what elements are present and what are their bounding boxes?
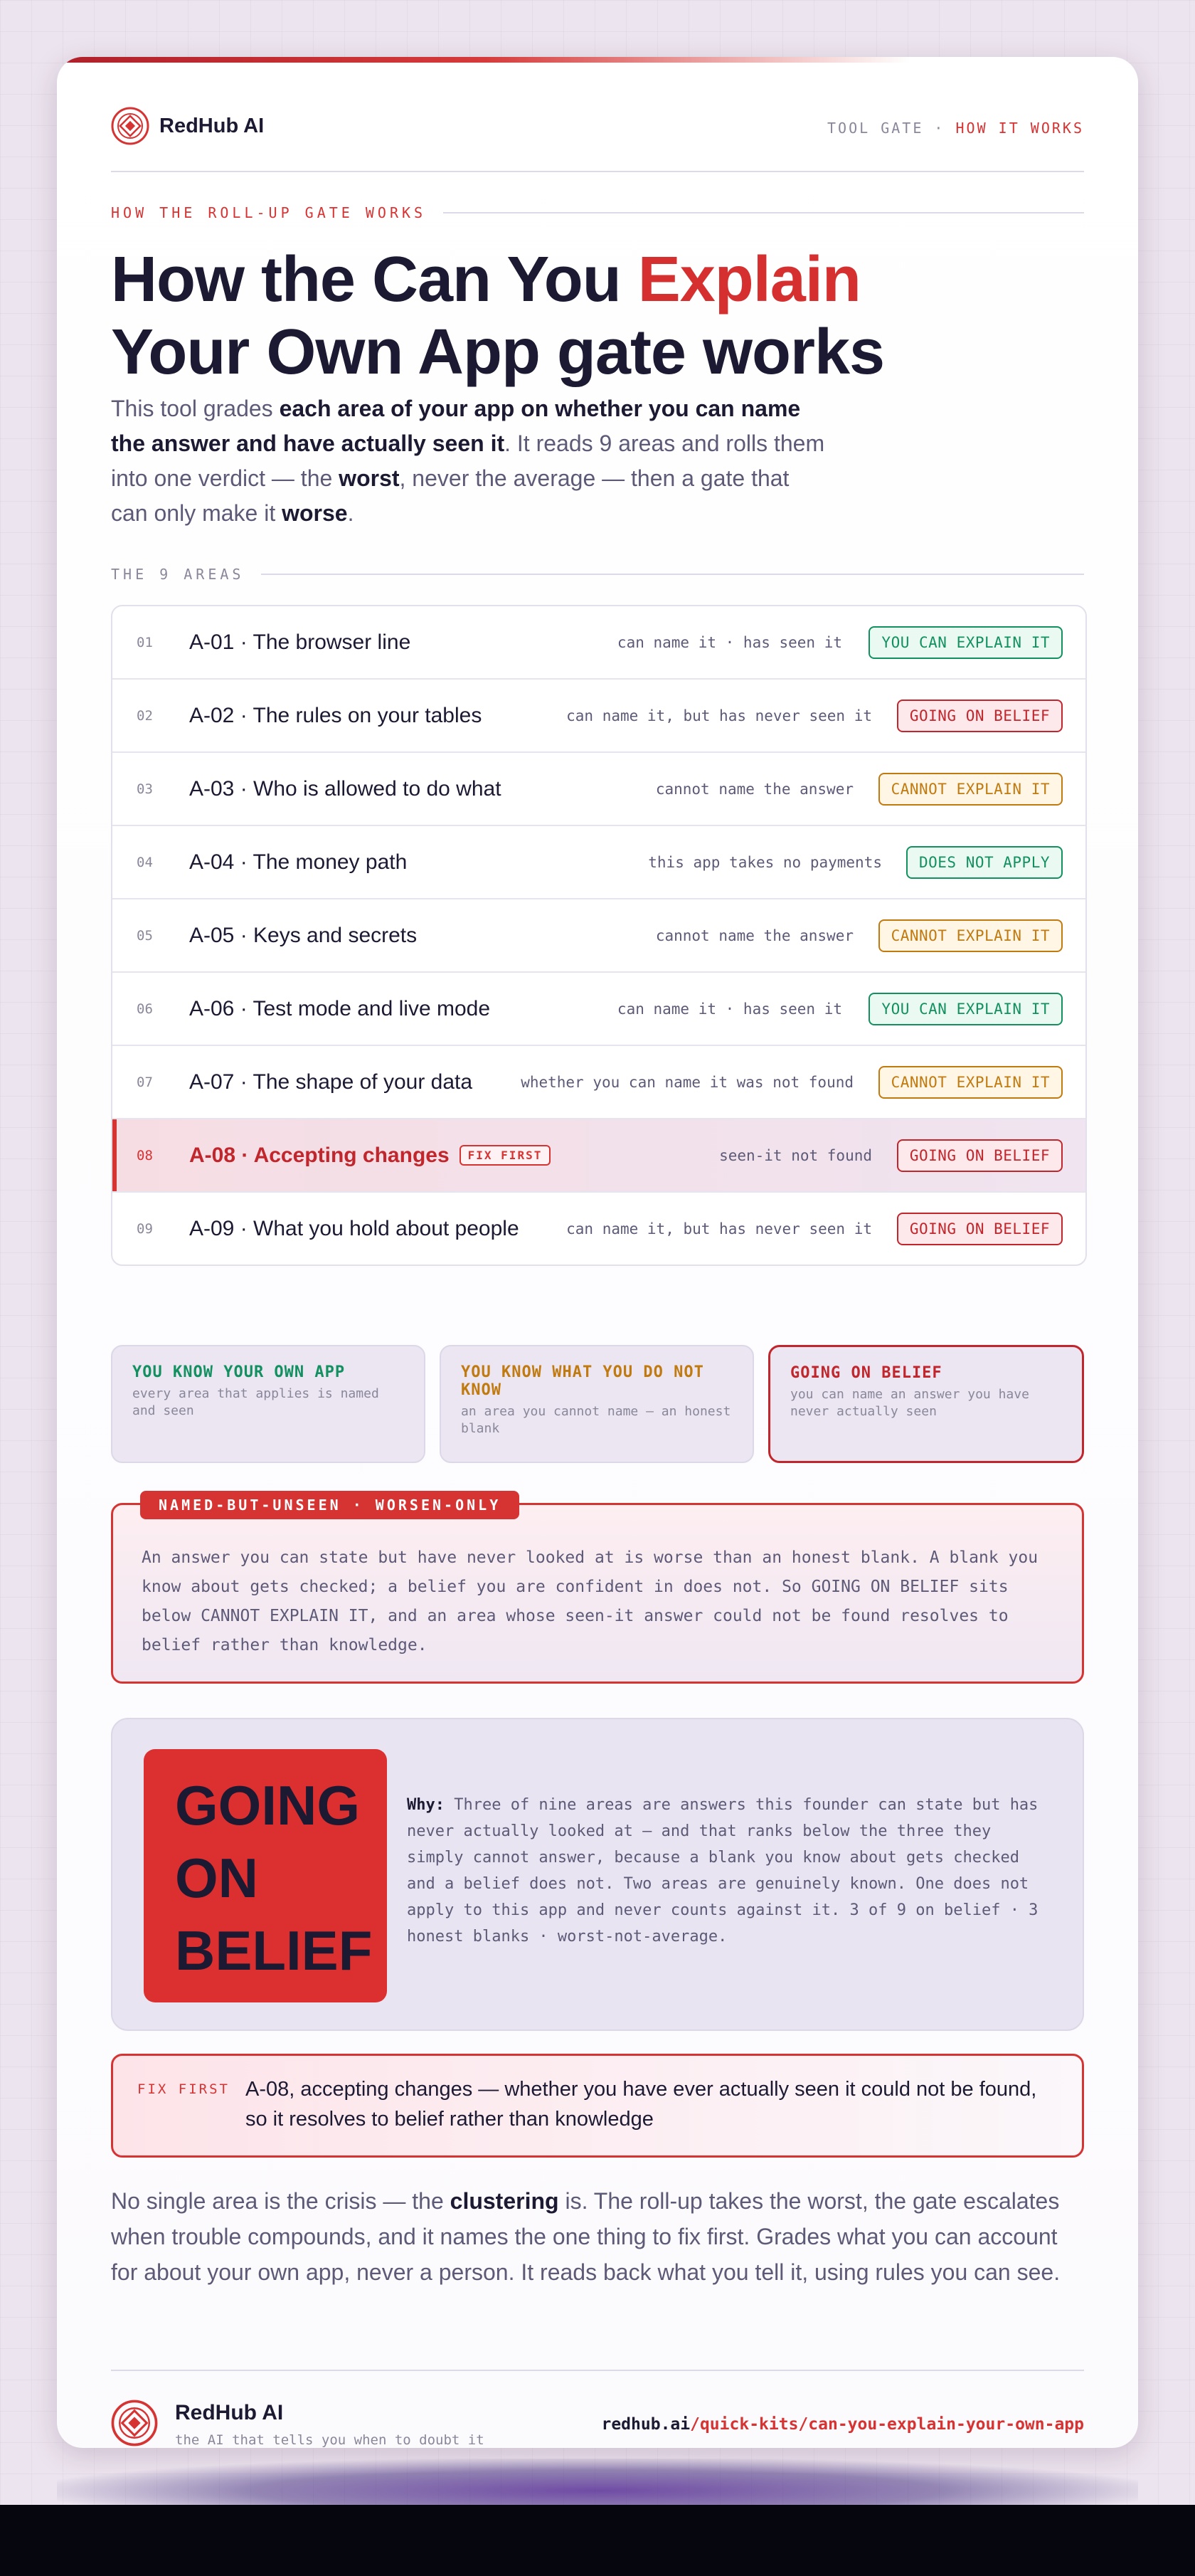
intro-f: worse [282, 500, 348, 526]
area-row[interactable] [112, 826, 1085, 899]
area-number: 05 [137, 927, 153, 944]
page-title [111, 243, 884, 389]
area-row[interactable] [112, 1193, 1085, 1265]
eyebrow-line [443, 212, 1084, 213]
area-row[interactable] [112, 899, 1085, 973]
area-name: A-05 · Keys and secrets [189, 923, 418, 947]
named-unseen-callout [111, 1496, 1084, 1684]
area-name: A-02 · The rules on your tables [189, 703, 482, 727]
area-number: 03 [137, 781, 153, 797]
area-note: this app takes no payments [648, 853, 882, 871]
area-number: 07 [137, 1074, 153, 1090]
verdict-legend [111, 1345, 1084, 1463]
fix-first-tag: FIX FIRST [460, 1145, 551, 1166]
header [111, 107, 1084, 157]
title-accent: Explain [637, 244, 861, 315]
legend-title: GOING ON BELIEF [790, 1364, 942, 1382]
area-row[interactable] [112, 680, 1085, 753]
area-name: A-01 · The browser line [189, 630, 411, 654]
closing-b: clustering [450, 2188, 559, 2214]
area-number: 01 [137, 634, 153, 650]
legend-desc: an area you cannot name — an honest blank [461, 1404, 731, 1436]
redhub-logo-icon [111, 107, 149, 145]
verdict-word: BELIEF [175, 1919, 373, 1982]
legend-card-blank [440, 1345, 754, 1463]
area-note: whether you can name it was not found [521, 1073, 854, 1091]
verdict-block [144, 1749, 387, 2002]
areas-table [111, 605, 1087, 1266]
area-note: can name it, but has never seen it [566, 707, 872, 724]
title-part1: How the Can You [111, 244, 638, 315]
fix-first-label: FIX FIRST [137, 2081, 230, 2097]
closing-a: No single area is the crisis — the [111, 2188, 450, 2214]
area-status-badge: GOING ON BELIEF [897, 1139, 1063, 1172]
verdict-word: ON [175, 1847, 258, 1909]
legend-card-belief-active [768, 1345, 1084, 1463]
legend-desc: you can name an answer you have never actually seen [790, 1387, 1029, 1419]
area-name: A-04 · The money path [189, 850, 408, 874]
intro-d: worst [339, 465, 400, 491]
legend-title: YOU KNOW WHAT YOU DO NOT KNOW [461, 1363, 704, 1399]
area-number: 02 [137, 707, 153, 724]
areas-label-line [261, 574, 1084, 575]
intro-g: . [347, 500, 354, 526]
area-name: A-03 · Who is allowed to do what [189, 776, 501, 801]
nav-separator: · [934, 120, 945, 137]
area-number: 08 [137, 1147, 153, 1163]
footer-tagline: the AI that tells you when to doubt it [175, 2432, 484, 2448]
area-note: can name it · has seen it [617, 1000, 842, 1018]
areas-section-label [111, 566, 1084, 583]
legend-card-known [111, 1345, 425, 1463]
highlight-bar [112, 1119, 117, 1191]
area-number: 06 [137, 1001, 153, 1017]
area-note: cannot name the answer [655, 780, 854, 798]
fix-first-text: A-08, accepting changes — whether you have ever actually seen it could not be found, so it resolves to belief rather than knowledge [245, 2078, 1037, 2131]
footer-divider [111, 2370, 1084, 2371]
area-name [189, 1144, 551, 1168]
area-status-badge: CANNOT EXPLAIN IT [878, 773, 1063, 806]
redhub-logo-icon [111, 2400, 158, 2446]
area-row[interactable] [112, 753, 1085, 826]
named-unseen-tab: NAMED-BUT-UNSEEN · WORSEN-ONLY [140, 1491, 519, 1519]
area-status-badge: GOING ON BELIEF [897, 700, 1063, 732]
area-status-badge: YOU CAN EXPLAIN IT [869, 993, 1063, 1025]
area-row[interactable] [112, 606, 1085, 680]
area-number: 04 [137, 854, 153, 870]
area-status-badge: CANNOT EXPLAIN IT [878, 919, 1063, 952]
main-card [57, 57, 1138, 2448]
url-domain: redhub.ai [601, 2415, 691, 2434]
why-text: Three of nine areas are answers this founder can state but has never actually looked at — and that ranks below the three they simply cannot answer, because a blank you know about gets checked and a belief does not. Two areas are genuinely known. One does not apply to this app and never counts against it. 3 of 9 on belief · 3 honest blanks · worst-not-average. [407, 1796, 1039, 1946]
area-row-highlighted[interactable] [112, 1119, 1085, 1193]
area-row[interactable] [112, 973, 1085, 1046]
fix-first-callout [111, 2054, 1084, 2158]
header-nav [827, 120, 1084, 137]
area-status-badge: YOU CAN EXPLAIN IT [869, 626, 1063, 659]
area-note: can name it · has seen it [617, 633, 842, 651]
bottom-band [0, 2505, 1195, 2576]
area-status-badge: DOES NOT APPLY [906, 846, 1063, 879]
card-accent-bar [57, 57, 910, 63]
eyebrow-text: HOW THE ROLL-UP GATE WORKS [111, 204, 427, 221]
intro-e: , never the average — then a gate that can only make it [111, 465, 790, 526]
area-note: can name it, but has never seen it [566, 1220, 872, 1237]
area-name: A-09 · What you hold about people [189, 1216, 519, 1240]
area-number: 09 [137, 1220, 153, 1237]
named-unseen-text: An answer you can state but have never looked at is worse than an honest blank. A blank you know about gets checked; a belief you are confident in does not. So GOING ON BELIEF sits below CANNOT EXPLAIN IT, and an area whose seen-it answer could not be found resolves to belief rather than knowledge. [142, 1548, 1039, 1654]
legend-title: YOU KNOW YOUR OWN APP [132, 1363, 346, 1381]
areas-label-text: THE 9 AREAS [111, 566, 245, 583]
verdict-why [407, 1792, 1047, 1950]
intro-a: This tool grades [111, 396, 280, 421]
eyebrow [111, 204, 1084, 221]
footer-url-link[interactable] [601, 2415, 1084, 2434]
intro-b: each area of your app on whether you can name the answer and have actually seen it [111, 396, 801, 456]
area-name: A-07 · The shape of your data [189, 1070, 473, 1094]
verdict-panel [111, 1718, 1084, 2031]
legend-desc: every area that applies is named and seen [132, 1386, 379, 1418]
brand-name: RedHub AI [159, 114, 265, 137]
area-status-badge: GOING ON BELIEF [897, 1213, 1063, 1245]
area-note: seen-it not found [719, 1146, 872, 1164]
verdict-word: GOING [175, 1774, 361, 1837]
closing-paragraph [111, 2183, 1084, 2290]
area-status-badge: CANNOT EXPLAIN IT [878, 1066, 1063, 1099]
nav-how-it-works[interactable]: HOW IT WORKS [955, 120, 1084, 137]
nav-tool-gate[interactable]: TOOL GATE [827, 120, 924, 137]
area-name: A-06 · Test mode and live mode [189, 996, 491, 1020]
url-path: /quick-kits/can-you-explain-your-own-app [690, 2415, 1084, 2434]
area-row[interactable] [112, 1046, 1085, 1119]
footer [111, 2394, 1084, 2448]
closing-c: is. The roll-up takes the worst, the gate escalates when trouble compounds, and it names the one thing to fix first. Grades what you can account for about your own app, never a person. It reads back what you tell it, using rules you can see. [111, 2188, 1061, 2285]
intro-c: . It reads 9 areas and rolls them into one verdict — the [111, 431, 825, 491]
footer-brand: RedHub AI [175, 2401, 284, 2424]
intro-paragraph [111, 391, 829, 531]
area-name-text: A-08 · Accepting changes [189, 1143, 450, 1167]
header-divider [111, 171, 1084, 172]
why-label: Why: [407, 1796, 445, 1814]
title-part2: Your Own App gate works [111, 317, 885, 388]
area-note: cannot name the answer [655, 927, 854, 944]
